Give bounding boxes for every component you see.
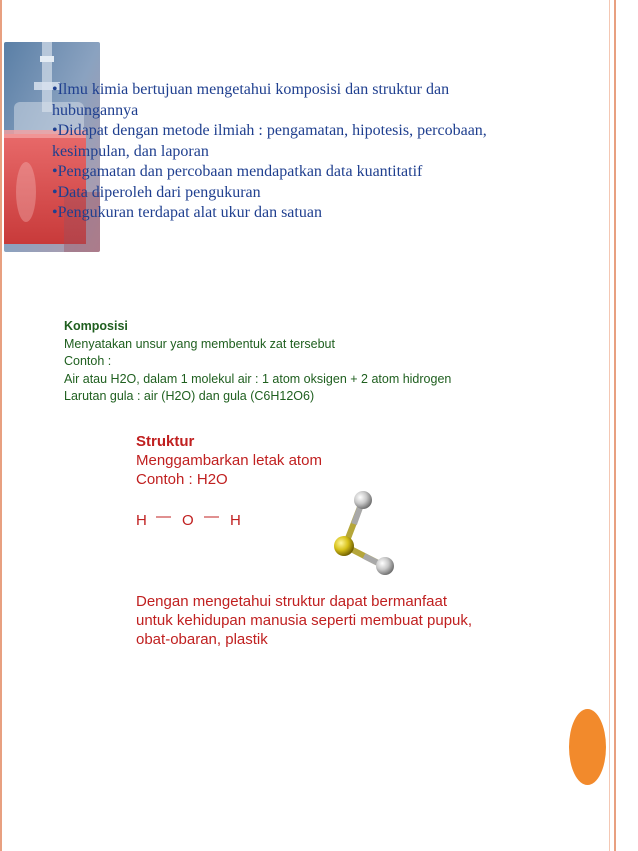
bullet-list [52, 80, 592, 224]
bond-line: — [156, 508, 171, 525]
bullet-line: •Ilmu kimia bertujuan mengetahui komposisi dan struktur dan [52, 81, 450, 98]
slide-right-border [614, 0, 616, 851]
komposisi-line: Air atau H2O, dalam 1 molekul air : 1 atom oksigen + 2 atom hidrogen [64, 371, 452, 386]
manfaat-line: untuk kehidupan manusia seperti membuat pupuk, [136, 612, 473, 629]
hydrogen-atom-label: H [230, 512, 241, 529]
bullet-line: kesimpulan, dan laporan [52, 142, 209, 160]
bullet-line: •Pengukuran terdapat alat ukur dan satuan [52, 204, 322, 221]
bullet-line: •Pengamatan dan percobaan mendapatkan data kuantitatif [52, 163, 423, 180]
manfaat-line: Dengan mengetahui struktur dapat bermanfaat [136, 593, 448, 610]
bond-line: — [204, 508, 219, 525]
manfaat-line: obat-obaran, plastik [136, 631, 268, 648]
struktur-line: Menggambarkan letak atom [136, 452, 322, 469]
struktur-line: Contoh : H2O [136, 471, 228, 488]
struktur-heading: Struktur [136, 433, 195, 450]
manfaat-paragraph [136, 592, 556, 649]
slide-left-border [0, 0, 2, 851]
komposisi-section [64, 318, 584, 406]
slide-right-border-inner [609, 0, 610, 851]
orange-decorative-oval [569, 709, 606, 785]
struktur-section [136, 432, 556, 489]
komposisi-heading: Komposisi [64, 319, 128, 333]
bullet-line: •Data diperoleh dari pengukuran [52, 183, 261, 201]
oxygen-atom-label: O [182, 512, 194, 529]
komposisi-line: Larutan gula : air (H2O) dan gula (C6H12O6) [64, 389, 315, 403]
bullet-line: •Didapat dengan metode ilmiah : pengamatan, hipotesis, percobaan, [52, 122, 487, 139]
bullet-line: hubungannya [52, 101, 139, 119]
molecule-ball-stick-model [320, 486, 410, 591]
komposisi-line: Contoh : [64, 354, 112, 368]
komposisi-line: Menyatakan unsur yang membentuk zat tersebut [64, 336, 335, 351]
hydrogen-atom-label: H [136, 512, 147, 529]
